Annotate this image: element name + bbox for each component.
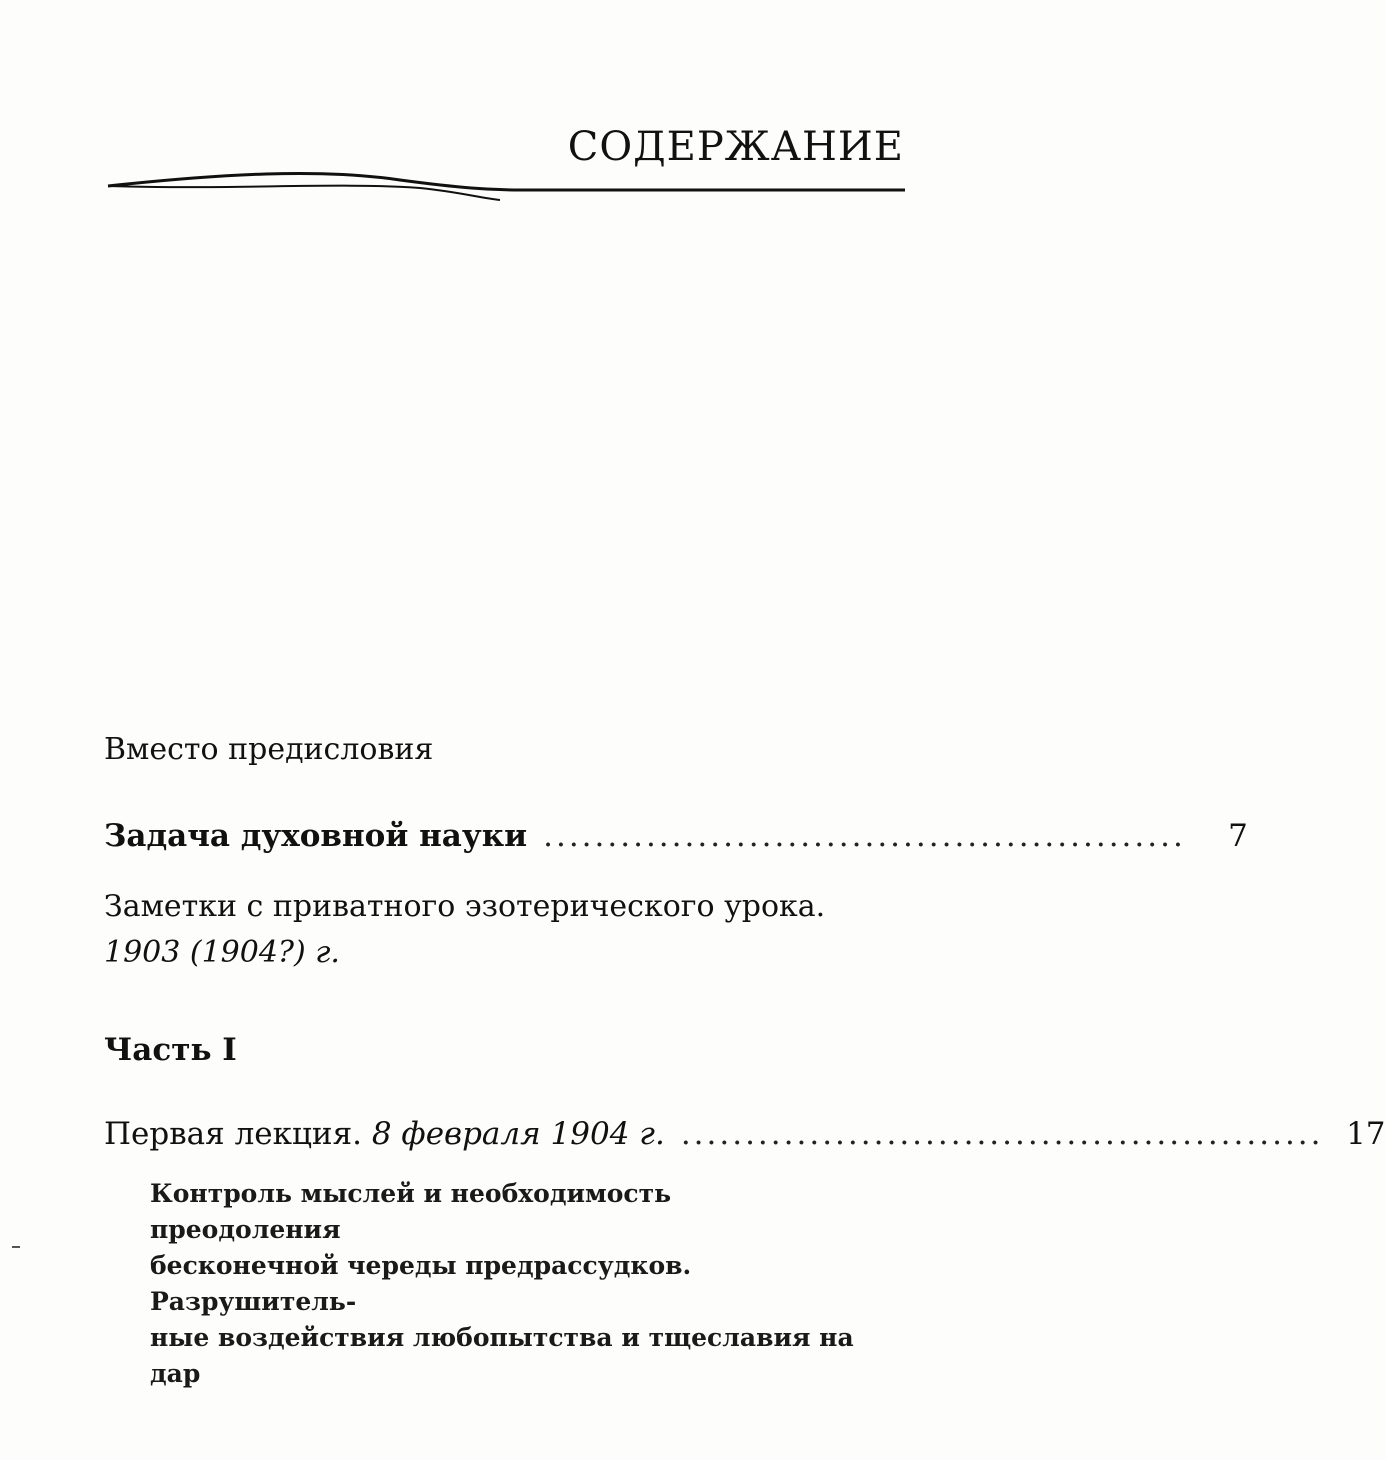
margin-mark — [12, 1246, 20, 1248]
toc-entry-title — [104, 1116, 665, 1152]
toc-note-text: Заметки с приватного эзотерического урока. — [104, 889, 826, 924]
toc-note-date: 1903 (1904?) г. — [104, 935, 340, 970]
decorative-swash-rule — [100, 160, 910, 210]
toc-page-number: 17 — [1346, 1116, 1386, 1152]
toc-entry-title: Задача духовной науки — [104, 818, 528, 854]
toc-entry-note — [104, 884, 904, 976]
toc-entry-task-of-spiritual-science[interactable] — [104, 818, 1248, 854]
toc-entry-first-lecture[interactable] — [104, 1116, 1386, 1152]
toc-entry-date: 8 февраля 1904 г. — [371, 1116, 665, 1152]
toc-entry-title-text: Первая лекция. — [104, 1116, 362, 1152]
toc-leader-dots: .................................................. — [543, 818, 1186, 854]
toc-page-number: 7 — [1228, 818, 1248, 854]
toc-preface-heading: Вместо предисловия — [104, 732, 434, 767]
toc-part-heading: Часть I — [104, 1032, 237, 1068]
summary-line: бесконечной череды предрассудков. Разрушитель- — [150, 1251, 692, 1316]
toc-entry-summary — [150, 1176, 870, 1392]
page-title: СОДЕРЖАНИЕ — [567, 124, 904, 170]
summary-line: Контроль мыслей и необходимость преодоления — [150, 1179, 672, 1244]
toc-leader-dots: .................................................. — [680, 1116, 1324, 1152]
summary-line: ные воздействия любопытства и тщеславия на дар — [150, 1323, 854, 1388]
